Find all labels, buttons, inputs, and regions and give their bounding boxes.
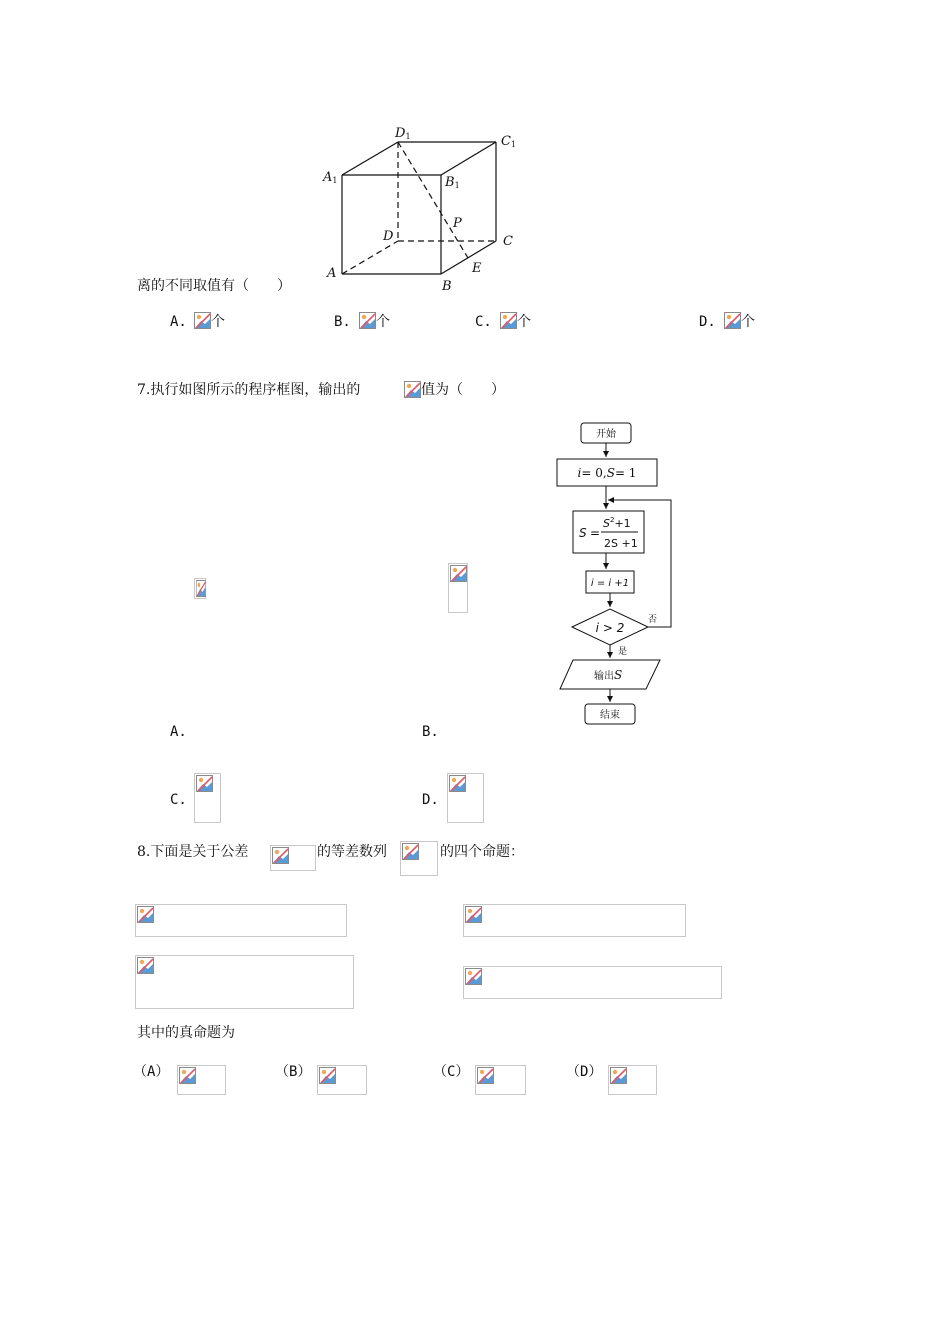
q8-conclusion-text: 其中的真命题为 <box>137 1025 235 1041</box>
q8-option-a-image <box>177 1065 226 1095</box>
label-D1: D1 <box>395 126 411 141</box>
label-A: A <box>327 266 337 281</box>
flow-init-text: i= 0,S= 1 <box>577 466 637 480</box>
q8-option-d: （D） <box>566 1064 603 1080</box>
broken-image-icon <box>196 580 206 597</box>
q8-inline-image-an <box>400 841 438 876</box>
flow-no-label: 否 <box>648 615 658 625</box>
broken-image-icon <box>137 957 154 974</box>
q8-option-c: （C） <box>433 1064 470 1080</box>
flow-numerator: $S^2+1$ <box>603 516 631 530</box>
option-label: D. <box>699 314 716 330</box>
cube-figure <box>318 122 528 294</box>
option-unit: 个 <box>741 314 755 330</box>
broken-image-icon <box>450 565 467 582</box>
broken-image-icon <box>449 775 466 792</box>
broken-image-icon <box>402 843 419 860</box>
broken-image-icon <box>137 906 154 923</box>
q7-option-a: A. <box>170 724 187 740</box>
flow-assign-eq: = <box>590 526 601 540</box>
label-C1: C1 <box>501 134 517 149</box>
broken-image-icon <box>500 311 517 330</box>
broken-image-frame <box>194 578 206 599</box>
q8-question-text-2: 的等差数列 <box>317 844 387 860</box>
q7-option-d: D. <box>422 792 439 808</box>
q7-option-b: B. <box>422 724 439 740</box>
broken-image-icon <box>319 1067 336 1084</box>
broken-image-icon <box>194 311 211 330</box>
flow-output-text: 输出S <box>594 668 623 682</box>
q8-option-b: （B） <box>275 1064 312 1080</box>
q7-question-text-end: 值为（ ） <box>421 382 505 398</box>
label-D: D <box>383 229 394 244</box>
option-label: C. <box>475 314 492 330</box>
label-A1: A1 <box>323 170 338 185</box>
label-E: E <box>472 261 482 276</box>
flow-assign-lhs: S <box>579 526 587 540</box>
q6-question-text: 离的不同取值有（ ） <box>137 278 291 294</box>
broken-image-icon <box>724 311 741 330</box>
q8-inline-image-d <box>270 845 316 871</box>
flowchart <box>550 418 680 730</box>
flow-yes-label: 是 <box>618 647 628 657</box>
broken-image-icon <box>465 906 482 923</box>
q8-question-text: 8.下面是关于公差 <box>137 844 249 860</box>
q8-proposition-p4 <box>463 966 722 999</box>
q6-option-c <box>475 313 492 331</box>
q8-option-d-image <box>608 1065 657 1095</box>
option-unit: 个 <box>211 314 225 330</box>
q6-option-a <box>170 313 187 331</box>
broken-image-icon <box>359 311 376 330</box>
option-unit: 个 <box>517 314 531 330</box>
option-label: A. <box>170 314 187 330</box>
q6-option-d <box>699 313 716 331</box>
broken-image-icon <box>272 847 289 864</box>
q7-option-c-image <box>194 773 221 823</box>
q8-proposition-p1 <box>135 904 347 937</box>
flow-start-text: 开始 <box>596 429 616 440</box>
option-unit: 个 <box>376 314 390 330</box>
flow-denominator: 2S +1 <box>604 537 638 550</box>
flow-end-text: 结束 <box>600 710 620 721</box>
broken-image-icon <box>196 775 213 792</box>
flow-cond-text: i > 2 <box>595 621 625 635</box>
q7-option-d-image <box>447 773 484 823</box>
broken-image-icon <box>179 1067 196 1084</box>
broken-image-icon <box>404 380 421 399</box>
label-B1: B1 <box>445 175 460 190</box>
label-B: B <box>442 279 452 294</box>
broken-image-frame <box>448 563 468 613</box>
q8-option-b-image <box>317 1065 367 1095</box>
q8-proposition-p2 <box>463 904 686 937</box>
q8-question-text-3: 的四个命题： <box>440 844 524 860</box>
label-P: P <box>453 216 462 231</box>
label-C: C <box>503 234 513 249</box>
q7-option-c: C. <box>170 792 187 808</box>
q8-proposition-p3 <box>135 955 354 1009</box>
broken-image-icon <box>465 968 482 985</box>
q8-option-c-image <box>475 1065 526 1095</box>
q6-option-b <box>334 313 351 331</box>
broken-image-icon <box>610 1067 627 1084</box>
option-label: B. <box>334 314 351 330</box>
broken-image-icon <box>477 1067 494 1084</box>
q7-question-text: 7.执行如图所示的程序框图，输出的 <box>137 382 361 398</box>
flow-incr-text: i = i +1 <box>590 578 630 589</box>
q8-option-a: （A） <box>133 1064 170 1080</box>
